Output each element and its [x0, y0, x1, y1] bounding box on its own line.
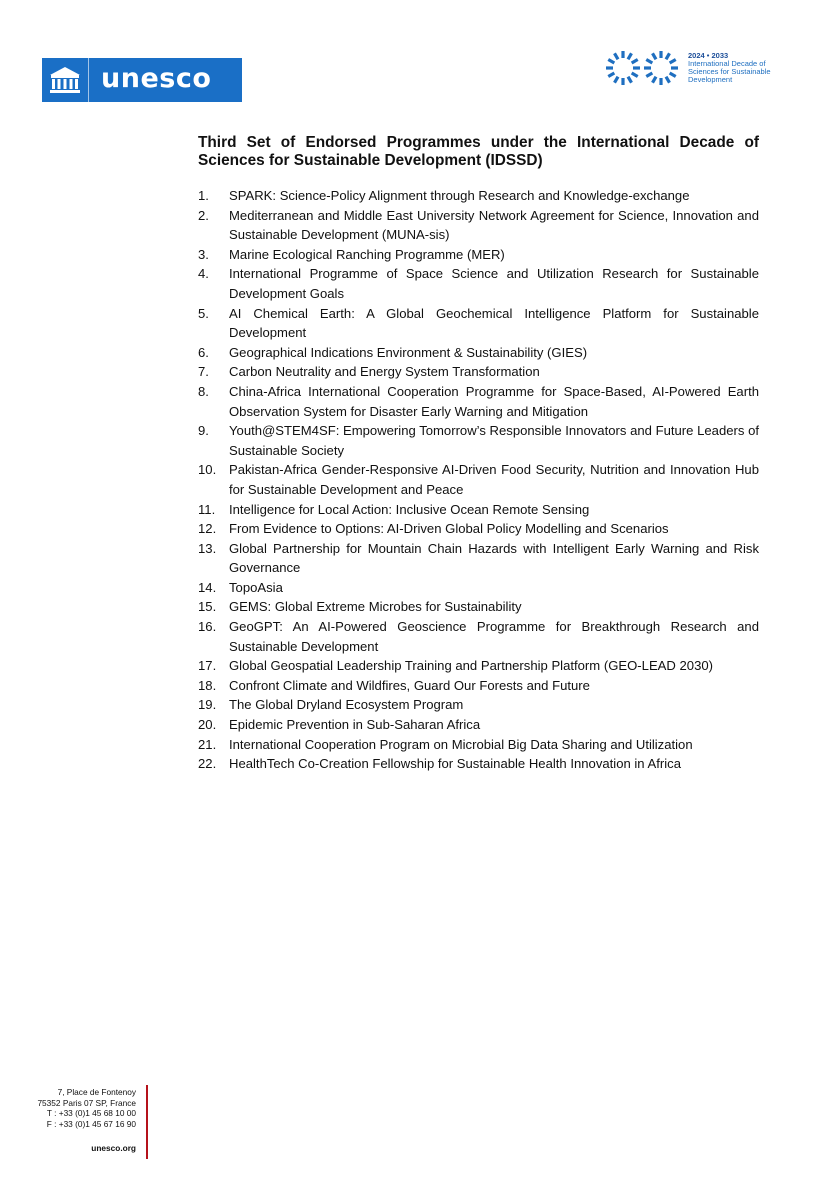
programme-number: 7. — [198, 364, 209, 380]
decade-line-3: Development — [688, 75, 733, 84]
programme-title: GeoGPT: An AI-Powered Geoscience Programme for Breakthrough Research and Sustainable Development — [229, 619, 759, 654]
programme-item — [198, 245, 759, 265]
programme-title: Confront Climate and Wildfires, Guard Our Forests and Future — [229, 677, 590, 693]
programme-title: Youth@STEM4SF: Empowering Tomorrow’s Responsible Innovators and Future Leaders of Sustainable Society — [229, 423, 759, 458]
decade-logo-text — [688, 52, 771, 84]
programme-number: 19. — [198, 697, 217, 713]
programme-number: 20. — [198, 717, 217, 733]
programme-item — [198, 186, 759, 206]
programme-number: 1. — [198, 188, 209, 203]
footer-address — [20, 1087, 136, 1129]
programme-title: Intelligence for Local Action: Inclusive Ocean Remote Sensing — [229, 501, 590, 517]
programme-title: Pakistan-Africa Gender-Responsive AI-Driven Food Security, Nutrition and Innovation Hub for Sustainable Development and Peace — [229, 462, 759, 497]
programme-item — [198, 578, 759, 598]
decade-logo — [603, 47, 771, 89]
programme-title: Marine Ecological Ranching Programme (MER) — [229, 246, 505, 262]
programme-item — [198, 264, 759, 303]
programme-number: 8. — [198, 383, 209, 399]
programme-list — [198, 186, 759, 774]
phone-number: T : +33 (0)1 45 68 10 00 — [46, 1108, 136, 1118]
programme-title: China-Africa International Cooperation Programme for Space-Based, AI-Powered Earth Observation System for Disaster Early Warning and Mitigation — [229, 383, 759, 419]
programme-item — [198, 695, 759, 715]
programme-item — [198, 206, 759, 245]
programme-title: SPARK: Science-Policy Alignment through Research and Knowledge-exchange — [229, 188, 690, 203]
programme-title: Global Geospatial Leadership Training and Partnership Platform (GEO-LEAD 2030) — [229, 658, 713, 674]
address-line-1: 7, Place de Fontenoy — [57, 1087, 136, 1097]
programme-item — [198, 754, 759, 774]
programme-item — [198, 735, 759, 755]
unesco-logo — [42, 58, 242, 102]
programme-item — [198, 519, 759, 539]
programme-item — [198, 362, 759, 382]
programme-title: The Global Dryland Ecosystem Program — [229, 697, 464, 713]
programme-number: 17. — [198, 658, 217, 674]
programme-number: 13. — [198, 540, 217, 556]
decade-line-1: International Decade of — [688, 59, 766, 68]
programme-number: 18. — [198, 677, 217, 693]
programme-title: Epidemic Prevention in Sub-Saharan Africa — [229, 717, 481, 733]
programme-item — [198, 421, 759, 460]
programme-item — [198, 460, 759, 499]
programme-title: Mediterranean and Middle East University Network Agreement for Science, Innovation and Sustainable Development (MUNA-sis) — [229, 207, 759, 243]
decade-years: 2024 • 2033 — [688, 51, 729, 60]
decade-line-2: Sciences for Sustainable — [688, 67, 771, 76]
programme-number: 4. — [198, 266, 209, 282]
programme-title: AI Chemical Earth: A Global Geochemical Intelligence Platform for Sustainable Development — [229, 305, 759, 341]
programme-number: 15. — [198, 599, 217, 615]
programme-item — [198, 617, 759, 656]
programme-title: From Evidence to Options: AI-Driven Global Policy Modelling and Scenarios — [229, 521, 669, 537]
document-title: Third Set of Endorsed Programmes under the International Decade of Sciences for Sustainable Development (IDSSD) — [198, 134, 759, 169]
unesco-temple-emblem-icon — [42, 58, 89, 102]
programme-title: International Programme of Space Science and Utilization Research for Sustainable Development Goals — [229, 266, 759, 301]
programme-number: 22. — [198, 756, 217, 772]
website-link[interactable]: unesco.org — [91, 1143, 136, 1153]
footer-divider — [146, 1085, 148, 1159]
programme-item — [198, 500, 759, 520]
programme-title: HealthTech Co-Creation Fellowship for Sustainable Health Innovation in Africa — [229, 756, 681, 772]
fax-number: F : +33 (0)1 45 67 16 90 — [46, 1118, 136, 1129]
programme-item — [198, 656, 759, 676]
programme-item — [198, 597, 759, 617]
programme-item — [198, 676, 759, 696]
programme-title: International Cooperation Program on Microbial Big Data Sharing and Utilization — [229, 736, 693, 752]
programme-title: GEMS: Global Extreme Microbes for Sustainability — [229, 599, 522, 615]
programme-number: 3. — [198, 246, 209, 262]
programme-item — [198, 304, 759, 343]
programme-item — [198, 343, 759, 363]
decade-sunburst-icon — [603, 47, 683, 89]
programme-number: 5. — [198, 305, 209, 321]
address-line-2: 75352 Paris 07 SP, France — [37, 1097, 136, 1108]
programme-number: 9. — [198, 423, 209, 439]
programme-title: TopoAsia — [229, 579, 283, 595]
unesco-wordmark: unesco — [101, 63, 212, 94]
programme-number: 2. — [198, 207, 209, 223]
programme-number: 14. — [198, 579, 217, 595]
programme-item — [198, 382, 759, 421]
programme-number: 6. — [198, 344, 209, 360]
programme-title: Carbon Neutrality and Energy System Transformation — [229, 364, 540, 380]
programme-number: 21. — [198, 736, 217, 752]
programme-number: 10. — [198, 462, 217, 478]
programme-title: Geographical Indications Environment & Sustainability (GIES) — [229, 344, 588, 360]
programme-title: Global Partnership for Mountain Chain Hazards with Intelligent Early Warning and Risk Governance — [229, 540, 759, 576]
programme-item — [198, 539, 759, 578]
programme-number: 12. — [198, 521, 217, 537]
programme-item — [198, 715, 759, 735]
programme-number: 11. — [198, 501, 216, 517]
programme-number: 16. — [198, 619, 217, 635]
